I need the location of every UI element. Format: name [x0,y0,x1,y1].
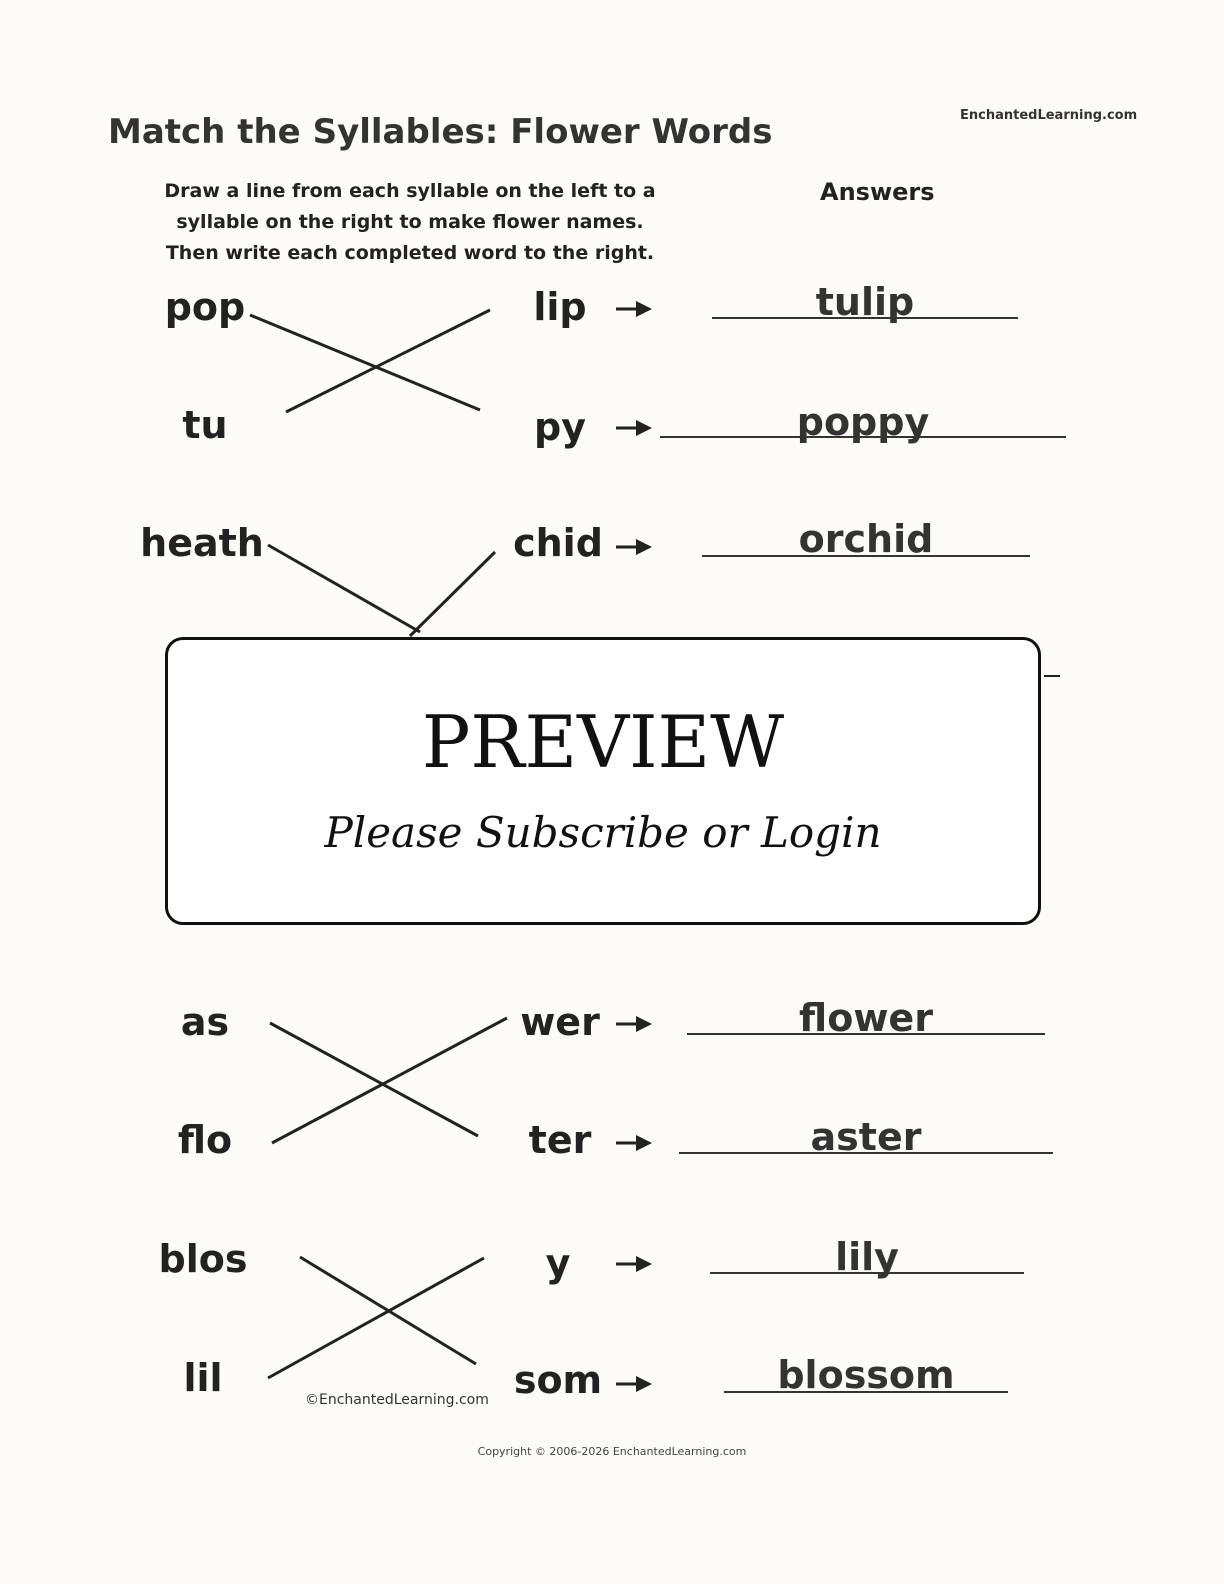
match-line [250,315,480,410]
arrow-right-icon [616,537,652,557]
match-line [410,552,495,636]
instructions-line: syllable on the right to make flower names. [176,211,644,233]
right-syllable: py [534,405,586,449]
answer-word: blossom [777,1353,955,1397]
answer-underline [660,436,1066,438]
answer-underline [710,1272,1024,1274]
answer-word: orchid [798,517,934,561]
answer-word: lily [835,1235,899,1279]
left-syllable: tu [182,403,228,447]
match-line [268,1258,484,1378]
answer-underline [679,1152,1053,1154]
answer-word: poppy [796,400,930,444]
right-syllable: ter [528,1118,592,1162]
left-syllable: lil [183,1356,223,1400]
match-line [272,1018,507,1143]
copyright: Copyright © 2006-2026 EnchantedLearning.com [477,1445,747,1458]
left-syllable: blos [158,1237,248,1281]
left-syllable: flo [177,1118,233,1162]
right-syllable: lip [533,285,587,329]
right-syllable: chid [513,521,603,565]
arrow-right-icon [616,1374,652,1394]
answer-word: flower [799,996,933,1040]
answer-underline [712,317,1018,319]
left-syllable: pop [164,285,246,329]
answer-underline [702,555,1030,557]
arrow-right-icon [616,299,652,319]
right-syllable: y [545,1241,571,1285]
match-line [268,545,420,632]
page-title: Match the Syllables: Flower Words [108,112,773,152]
watermark: ©EnchantedLearning.com [305,1392,489,1408]
preview-title: PREVIEW [421,700,785,784]
arrow-right-icon [616,1133,652,1153]
instructions-line: Then write each completed word to the right. [165,242,655,264]
answer-underline [687,1033,1045,1035]
answer-word: tulip [815,280,915,324]
left-syllable: as [180,1000,230,1044]
right-syllable: wer [520,1000,600,1044]
arrow-right-icon [616,1014,652,1034]
instructions-line: Draw a line from each syllable on the left to a [164,180,656,202]
answers-heading: Answers [820,178,935,206]
match-line [270,1023,478,1136]
answer-underline [724,1391,1008,1393]
right-syllable: som [513,1358,603,1402]
site-name[interactable]: EnchantedLearning.com [960,108,1138,123]
arrow-right-icon [616,1254,652,1274]
subscribe-login-link[interactable]: Please Subscribe or Login [324,808,882,857]
match-line [286,310,490,412]
answer-word: aster [810,1115,922,1159]
arrow-right-icon [616,418,652,438]
left-syllable: heath [140,521,264,565]
preview-overlay[interactable] [165,637,1041,925]
